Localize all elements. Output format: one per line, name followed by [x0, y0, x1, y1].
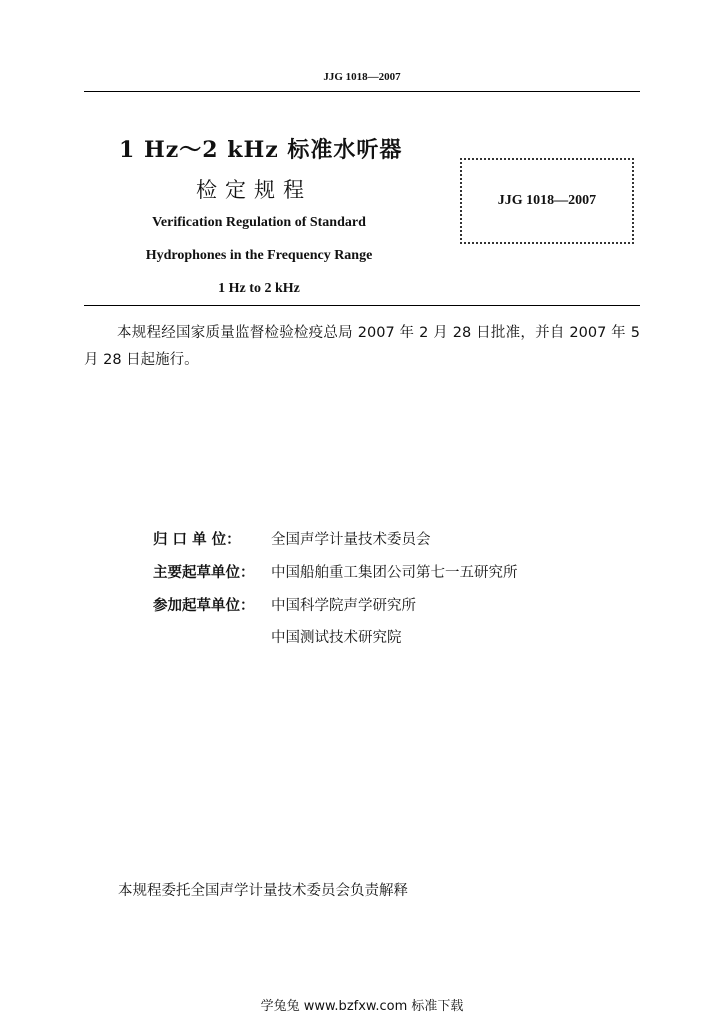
approval-paragraph: 本规程经国家质量监督检验检疫总局 2007 年 2 月 28 日批准，并自 2007 年 5 月 28 日起施行。 — [84, 325, 640, 368]
participating-value-1: 中国科学院声学研究所 — [271, 598, 416, 614]
title-en-line1: Verification Regulation of Standard — [152, 215, 366, 230]
centralized-value: 全国声学计量技术委员会 — [271, 532, 431, 548]
participating-label: 参加起草单位： — [153, 598, 255, 614]
footer-watermark: 学兔兔 www.bzfxw.com 标准下载 — [260, 999, 464, 1014]
org-row-participating — [153, 594, 416, 615]
org-row-centralized — [153, 528, 431, 549]
code-box-text: JJG 1018—2007 — [497, 193, 597, 208]
title-en-line2: Hydrophones in the Frequency Range — [145, 248, 373, 263]
code-box — [460, 158, 634, 244]
org-row-main-drafter — [153, 561, 518, 582]
main-drafter-value: 中国船舶重工集团公司第七一五研究所 — [271, 565, 518, 581]
main-drafter-label: 主要起草单位： — [153, 565, 255, 581]
interpretation-note: 本规程委托全国声学计量技术委员会负责解释 — [118, 883, 408, 899]
title-en-line3: 1 Hz to 2 kHz — [218, 281, 300, 296]
centralized-label: 归 口 单 位： — [153, 532, 241, 548]
header-rule — [84, 91, 640, 92]
title-cn-line1: 1 Hz～2 kHz 标准水听器 — [119, 137, 403, 163]
participating-value-2: 中国测试技术研究院 — [271, 630, 402, 646]
org-row-participating-2 — [153, 626, 402, 647]
title-rule — [84, 305, 640, 306]
header-code: JJG 1018—2007 — [323, 71, 401, 83]
title-cn-line2: 检定规程 — [196, 178, 312, 202]
